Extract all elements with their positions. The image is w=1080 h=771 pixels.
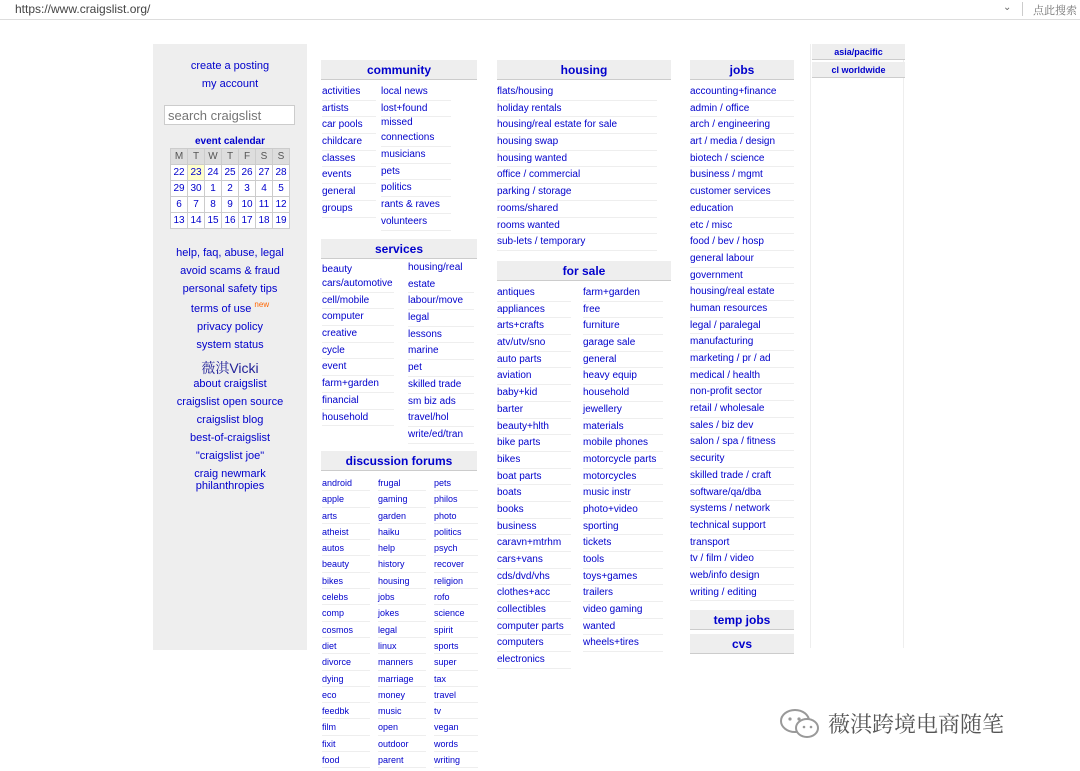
divider [1022,2,1023,16]
jobs-link[interactable]: education [690,201,794,218]
calendar-weekday: F [239,149,256,165]
calendar-day[interactable]: 24 [205,165,222,181]
housing-header[interactable]: housing [497,60,671,80]
forum-link[interactable]: jokes [378,605,426,621]
calendar-day[interactable]: 5 [273,181,290,197]
services-link[interactable]: labour/move [408,293,474,310]
for-sale-link[interactable]: atv/utv/sno [497,335,571,352]
for-sale-link[interactable]: aviation [497,368,571,385]
search-input[interactable] [164,105,295,125]
jobs-link[interactable]: systems / network [690,501,794,518]
housing-link[interactable]: rooms/shared [497,201,657,218]
forum-link[interactable]: vegan [434,719,478,735]
for-sale-link[interactable]: motorcycle parts [583,452,663,469]
calendar-day[interactable]: 16 [222,213,239,229]
jobs-link[interactable]: art / media / design [690,134,794,151]
community-link[interactable]: musicians [381,147,451,164]
jobs-link[interactable]: legal / paralegal [690,318,794,335]
calendar-weekday: M [171,149,188,165]
forum-link[interactable]: gaming [378,491,426,507]
for-sale-link[interactable]: wanted [583,619,663,636]
for-sale-link[interactable]: photo+video [583,502,663,519]
forum-link[interactable]: marriage [378,671,426,687]
community-link[interactable]: groups [322,201,376,218]
for-sale-link[interactable]: farm+garden [583,285,663,302]
system-status-link[interactable]: system status [196,339,264,351]
calendar-day[interactable]: 4 [256,181,273,197]
forum-link[interactable]: android [322,475,370,491]
privacy-policy-link[interactable]: privacy policy [196,321,264,333]
best-of-link[interactable]: best-of-craigslist [189,432,271,444]
services-link[interactable]: household [322,410,394,427]
avoid-scams-link[interactable]: avoid scams & fraud [180,265,280,277]
jobs-link[interactable]: medical / health [690,368,794,385]
forum-link[interactable]: words [434,736,478,752]
cvs-header[interactable]: cvs [690,634,794,654]
community-link[interactable]: activities [322,84,376,101]
for-sale-link[interactable]: auto parts [497,352,571,369]
for-sale-link[interactable]: general [583,352,663,369]
for-sale-link[interactable]: jewellery [583,402,663,419]
housing-link[interactable]: sub-lets / temporary [497,234,657,251]
housing-link[interactable]: office / commercial [497,167,657,184]
philanthropies-link[interactable]: philanthropies [195,480,265,492]
forum-link[interactable]: beauty [322,556,370,572]
forum-link[interactable]: money [378,687,426,703]
wechat-watermark [778,706,1068,742]
my-account-link[interactable]: my account [201,78,259,90]
chevron-down-icon[interactable]: ⌄ [1003,2,1012,13]
terms-of-use-link[interactable]: terms of use [190,303,252,315]
for-sale-link[interactable]: cars+vans [497,552,571,569]
calendar-day[interactable]: 9 [222,197,239,213]
left-sidebar [153,44,307,650]
jobs-link[interactable]: accounting+finance [690,84,794,101]
for-sale-link[interactable]: household [583,385,663,402]
for-sale-link[interactable]: heavy equip [583,368,663,385]
services-link[interactable]: cell/mobile [322,293,394,310]
for-sale-header[interactable]: for sale [497,261,671,281]
new-badge: new [254,300,270,309]
housing-link[interactable]: housing swap [497,134,657,151]
calendar-day[interactable]: 26 [239,165,256,181]
services-link[interactable]: lessons [408,327,474,344]
for-sale-link[interactable]: boat parts [497,469,571,486]
community-link[interactable]: rants & raves [381,197,451,214]
services-link[interactable]: financial [322,393,394,410]
forum-link[interactable]: travel [434,687,478,703]
forum-link[interactable]: legal [378,622,426,638]
jobs-link[interactable]: general labour [690,251,794,268]
forum-link[interactable]: photo [434,508,478,524]
housing-link[interactable]: holiday rentals [497,101,657,118]
forum-link[interactable]: tv [434,703,478,719]
forum-link[interactable]: help [378,540,426,556]
forum-link[interactable]: politics [434,524,478,540]
for-sale-link[interactable]: bikes [497,452,571,469]
for-sale-link[interactable]: sporting [583,519,663,536]
craig-newmark-link[interactable]: craig newmark [194,468,266,480]
help-link[interactable]: help, faq, abuse, legal [176,247,284,259]
jobs-link[interactable]: customer services [690,184,794,201]
jobs-link[interactable]: writing / editing [690,585,794,602]
for-sale-link[interactable]: music instr [583,485,663,502]
for-sale-col-2 [583,285,663,652]
services-link[interactable]: skilled trade [408,377,474,394]
for-sale-link[interactable]: materials [583,419,663,436]
for-sale-link[interactable]: caravn+mtrhm [497,535,571,552]
forum-link[interactable]: food [322,752,370,768]
forum-link[interactable]: arts [322,508,370,524]
forum-link[interactable]: apple [322,491,370,507]
housing-list [497,84,657,251]
forum-link[interactable]: feedbk [322,703,370,719]
jobs-link[interactable]: manufacturing [690,334,794,351]
jobs-link[interactable]: human resources [690,301,794,318]
calendar-day[interactable]: 13 [171,213,188,229]
forum-link[interactable]: sports [434,638,478,654]
forum-link[interactable]: divorce [322,654,370,670]
forum-link[interactable]: haiku [378,524,426,540]
for-sale-link[interactable]: mobile phones [583,435,663,452]
for-sale-link[interactable]: furniture [583,318,663,335]
for-sale-link[interactable]: baby+kid [497,385,571,402]
craigslist-joe-link[interactable]: "craigslist joe" [195,450,265,462]
calendar-day[interactable]: 7 [188,197,205,213]
calendar-day[interactable]: 10 [239,197,256,213]
forum-link[interactable]: frugal [378,475,426,491]
url-text[interactable]: https://www.craigslist.org/ [15,2,151,16]
services-link[interactable]: marine [408,343,474,360]
services-header[interactable]: services [321,239,477,259]
regions-sidebar [810,44,904,648]
for-sale-link[interactable]: wheels+tires [583,635,663,652]
services-col-2 [408,260,474,444]
calendar-weekday: W [205,149,222,165]
forums-col-3 [434,475,478,768]
for-sale-link[interactable]: computer parts [497,619,571,636]
jobs-link[interactable]: skilled trade / craft [690,468,794,485]
watermark-text: 薇淇跨境电商随笔 [828,712,1005,737]
jobs-link[interactable]: non-profit sector [690,384,794,401]
calendar-weekday: S [273,149,290,165]
for-sale-link[interactable]: business [497,519,571,536]
community-link[interactable]: missed [381,117,413,129]
forum-link[interactable]: linux [378,638,426,654]
for-sale-link[interactable]: cds/dvd/vhs [497,569,571,586]
forum-link[interactable]: celebs [322,589,370,605]
community-link[interactable]: volunteers [381,214,451,231]
jobs-link[interactable]: etc / misc [690,218,794,235]
calendar-weekday: S [256,149,273,165]
forums-col-2 [378,475,426,768]
jobs-link[interactable]: technical support [690,518,794,535]
for-sale-link[interactable]: beauty+hlth [497,419,571,436]
calendar-day[interactable]: 23 [188,165,205,181]
temp-jobs-header[interactable]: temp jobs [690,610,794,630]
for-sale-link[interactable]: barter [497,402,571,419]
safety-tips-link[interactable]: personal safety tips [182,283,278,295]
jobs-link[interactable]: government [690,268,794,285]
for-sale-link[interactable]: clothes+acc [497,585,571,602]
community-header[interactable]: community [321,60,477,80]
author-name: 薇淇Vicki [201,360,259,376]
services-link[interactable]: cars/automotive [322,276,394,293]
forum-link[interactable]: science [434,605,478,621]
forums-header[interactable]: discussion forums [321,451,477,471]
for-sale-link[interactable]: collectibles [497,602,571,619]
calendar-day[interactable]: 19 [273,213,290,229]
forum-link[interactable]: recover [434,556,478,572]
calendar-day[interactable]: 22 [171,165,188,181]
forum-link[interactable]: writing [434,752,478,768]
jobs-link[interactable]: housing/real estate [690,284,794,301]
jobs-header[interactable]: jobs [690,60,794,80]
forum-link[interactable]: super [434,654,478,670]
forum-link[interactable]: history [378,556,426,572]
jobs-link[interactable]: security [690,451,794,468]
jobs-link[interactable]: salon / spa / fitness [690,434,794,451]
jobs-link[interactable]: admin / office [690,101,794,118]
forums-col-1 [322,475,370,768]
jobs-link[interactable]: retail / wholesale [690,401,794,418]
for-sale-link[interactable]: computers [497,635,571,652]
region-asia-pacific[interactable]: asia/pacific [812,44,905,60]
calendar-day[interactable]: 30 [188,181,205,197]
housing-link[interactable]: parking / storage [497,184,657,201]
services-link[interactable]: legal [408,310,474,327]
jobs-link[interactable]: sales / biz dev [690,418,794,435]
jobs-link[interactable]: business / mgmt [690,167,794,184]
forum-link[interactable]: fixit [322,736,370,752]
jobs-link[interactable]: biotech / science [690,151,794,168]
calendar-day[interactable]: 27 [256,165,273,181]
housing-link[interactable]: flats/housing [497,84,657,101]
community-link[interactable]: events [322,167,376,184]
region-cl-worldwide[interactable]: cl worldwide [812,62,905,78]
calendar-title[interactable]: event calendar [194,136,266,147]
for-sale-col-1 [497,285,571,669]
for-sale-link[interactable]: trailers [583,585,663,602]
forum-link[interactable]: dying [322,671,370,687]
jobs-link[interactable]: arch / engineering [690,117,794,134]
community-col-1 [322,84,376,218]
community-link[interactable]: artists [322,101,376,118]
community-link[interactable]: car pools [322,117,376,134]
calendar-weekday: T [188,149,205,165]
for-sale-link[interactable]: garage sale [583,335,663,352]
forum-link[interactable]: pets [434,475,478,491]
for-sale-link[interactable]: toys+games [583,569,663,586]
jobs-link[interactable]: tv / film / video [690,551,794,568]
services-link[interactable]: beauty [322,264,353,275]
calendar-day[interactable]: 18 [256,213,273,229]
for-sale-link[interactable]: books [497,502,571,519]
forum-link[interactable]: comp [322,605,370,621]
housing-link[interactable]: rooms wanted [497,218,657,235]
services-link[interactable]: computer [322,309,394,326]
services-link[interactable]: event [322,359,394,376]
forum-link[interactable]: parent [378,752,426,768]
for-sale-link[interactable]: free [583,302,663,319]
jobs-link[interactable]: software/qa/dba [690,485,794,502]
for-sale-link[interactable]: video gaming [583,602,663,619]
forum-link[interactable]: religion [434,573,478,589]
community-link[interactable]: local news [381,84,451,101]
wechat-logo-icon [778,708,822,740]
open-source-link[interactable]: craigslist open source [176,396,284,408]
calendar-day[interactable]: 8 [205,197,222,213]
for-sale-link[interactable]: tickets [583,535,663,552]
forum-link[interactable]: rofo [434,589,478,605]
community-link[interactable]: childcare [322,134,376,151]
services-link[interactable]: travel/hol [408,410,474,427]
event-calendar [170,148,290,229]
calendar-day[interactable]: 12 [273,197,290,213]
community-link[interactable]: pets [381,164,451,181]
services-link[interactable]: sm biz ads [408,394,474,411]
calendar-day[interactable]: 28 [273,165,290,181]
community-link[interactable]: general [322,184,376,201]
services-link[interactable]: farm+garden [322,376,394,393]
services-link[interactable]: cycle [322,343,394,360]
calendar-day[interactable]: 1 [205,181,222,197]
browser-search-input[interactable]: 点此搜索 [1033,5,1077,17]
forum-link[interactable]: film [322,719,370,735]
forum-link[interactable]: housing [378,573,426,589]
forum-link[interactable]: philos [434,491,478,507]
forum-link[interactable]: diet [322,638,370,654]
for-sale-link[interactable]: arts+crafts [497,318,571,335]
services-link[interactable]: creative [322,326,394,343]
forum-link[interactable]: autos [322,540,370,556]
calendar-day[interactable]: 3 [239,181,256,197]
community-link[interactable]: politics [381,180,451,197]
forum-link[interactable]: music [378,703,426,719]
for-sale-link[interactable]: motorcycles [583,469,663,486]
about-craigslist-link[interactable]: about craigslist [193,378,267,390]
community-col-2 [381,84,451,231]
forum-link[interactable]: outdoor [378,736,426,752]
forum-link[interactable]: spirit [434,622,478,638]
forum-link[interactable]: eco [322,687,370,703]
community-link[interactable]: connections [381,130,451,147]
create-posting-link[interactable]: create a posting [190,60,270,72]
calendar-weekday: T [222,149,239,165]
calendar-day[interactable]: 25 [222,165,239,181]
services-link[interactable]: housing/real [408,262,463,273]
forum-link[interactable]: cosmos [322,622,370,638]
forum-link[interactable]: tax [434,671,478,687]
for-sale-link[interactable]: bike parts [497,435,571,452]
forum-link[interactable]: open [378,719,426,735]
jobs-link[interactable]: web/info design [690,568,794,585]
community-link[interactable]: lost+found [381,101,451,118]
jobs-link[interactable]: transport [690,535,794,552]
forum-link[interactable]: psych [434,540,478,556]
calendar-day[interactable]: 17 [239,213,256,229]
calendar-day[interactable]: 2 [222,181,239,197]
forum-link[interactable]: jobs [378,589,426,605]
services-link[interactable]: write/ed/tran [408,427,474,444]
forum-link[interactable]: manners [378,654,426,670]
community-link[interactable]: classes [322,151,376,168]
jobs-link[interactable]: food / bev / hosp [690,234,794,251]
blog-link[interactable]: craigslist blog [196,414,264,426]
forum-link[interactable]: garden [378,508,426,524]
browser-address-bar[interactable] [0,0,1080,20]
services-col-1 [322,263,394,426]
calendar-day[interactable]: 29 [171,181,188,197]
forum-link[interactable]: atheist [322,524,370,540]
housing-link[interactable]: housing wanted [497,151,657,168]
jobs-list [690,84,794,601]
housing-link[interactable]: housing/real estate for sale [497,117,657,134]
calendar-day[interactable]: 15 [205,213,222,229]
for-sale-link[interactable]: antiques [497,285,571,302]
calendar-day[interactable]: 14 [188,213,205,229]
terms-of-use-row [153,300,307,315]
for-sale-link[interactable]: appliances [497,302,571,319]
for-sale-link[interactable]: electronics [497,652,571,669]
services-link[interactable]: estate [408,277,474,294]
services-link[interactable]: pet [408,360,474,377]
calendar-day[interactable]: 6 [171,197,188,213]
for-sale-link[interactable]: tools [583,552,663,569]
jobs-link[interactable]: marketing / pr / ad [690,351,794,368]
for-sale-link[interactable]: boats [497,485,571,502]
forum-link[interactable]: bikes [322,573,370,589]
calendar-day[interactable]: 11 [256,197,273,213]
